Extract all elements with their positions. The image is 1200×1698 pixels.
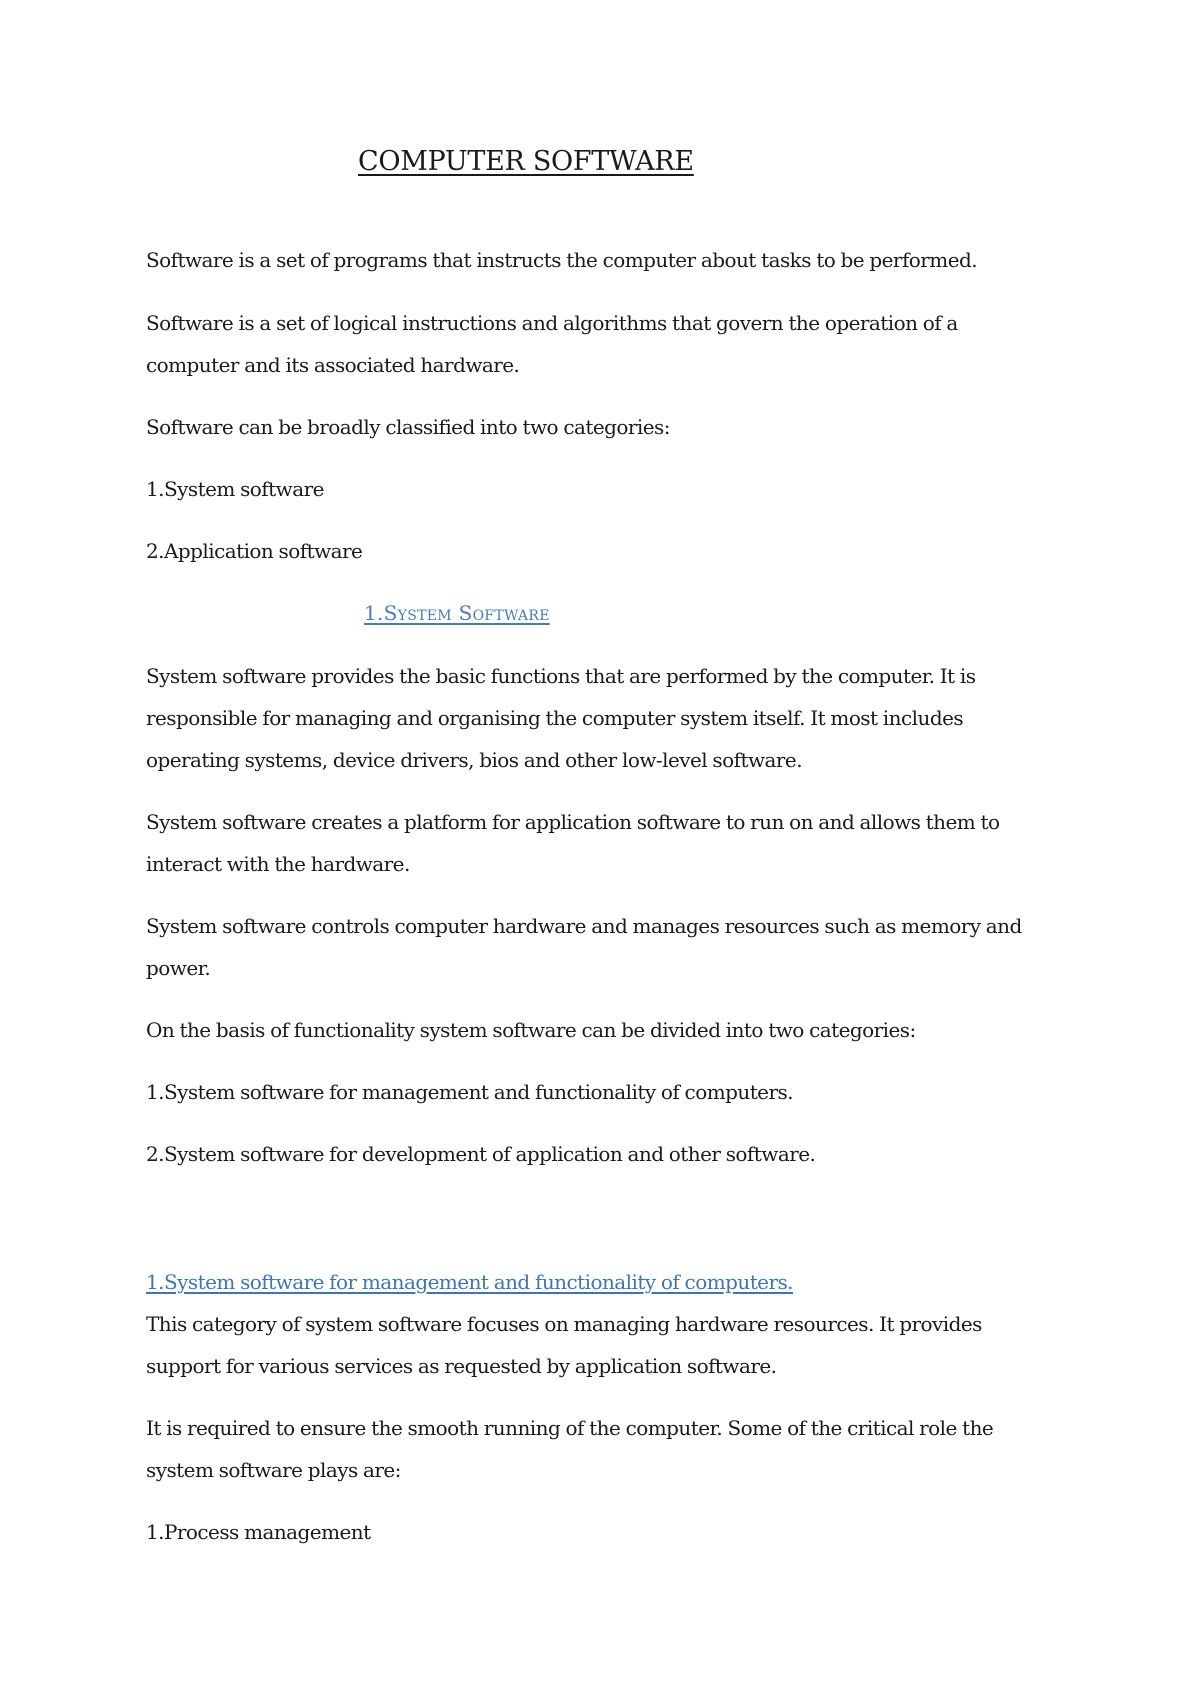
paragraph-line: system software plays are:	[146, 1458, 401, 1482]
paragraph-line: operating systems, device drivers, bios and other low-level software.	[146, 748, 803, 772]
list-item: 1.System software	[146, 477, 324, 501]
paragraph-line: interact with the hardware.	[146, 852, 410, 876]
list-item: 2.Application software	[146, 539, 363, 563]
paragraph-line: support for various services as requested by application software.	[146, 1354, 777, 1378]
subsection-heading: 1.System software for management and functionality of computers.	[146, 1270, 793, 1294]
page-title: COMPUTER SOFTWARE	[358, 146, 694, 177]
list-item: 1.Process management	[146, 1520, 371, 1544]
paragraph-line: Software is a set of logical instructions and algorithms that govern the operation of a	[146, 311, 958, 335]
paragraph-line: On the basis of functionality system software can be divided into two categories:	[146, 1018, 916, 1042]
list-item: 1.System software for management and functionality of computers.	[146, 1080, 793, 1104]
paragraph-line: power.	[146, 956, 211, 980]
paragraph-line: Software can be broadly classified into two categories:	[146, 415, 670, 439]
paragraph-line: System software creates a platform for application software to run on and allows them to	[146, 810, 1000, 834]
section-heading: 1.System Software	[364, 601, 550, 625]
paragraph-line: responsible for managing and organising the computer system itself. It most includes	[146, 706, 964, 730]
paragraph-line: It is required to ensure the smooth running of the computer. Some of the critical role the	[146, 1416, 994, 1440]
list-item: 2.System software for development of application and other software.	[146, 1142, 816, 1166]
paragraph-line: System software controls computer hardware and manages resources such as memory and	[146, 914, 1022, 938]
paragraph-line: computer and its associated hardware.	[146, 353, 520, 377]
paragraph-line: System software provides the basic functions that are performed by the computer. It is	[146, 664, 976, 688]
paragraph-line: This category of system software focuses on managing hardware resources. It provides	[146, 1312, 982, 1336]
paragraph-line: Software is a set of programs that instructs the computer about tasks to be performed.	[146, 248, 978, 272]
